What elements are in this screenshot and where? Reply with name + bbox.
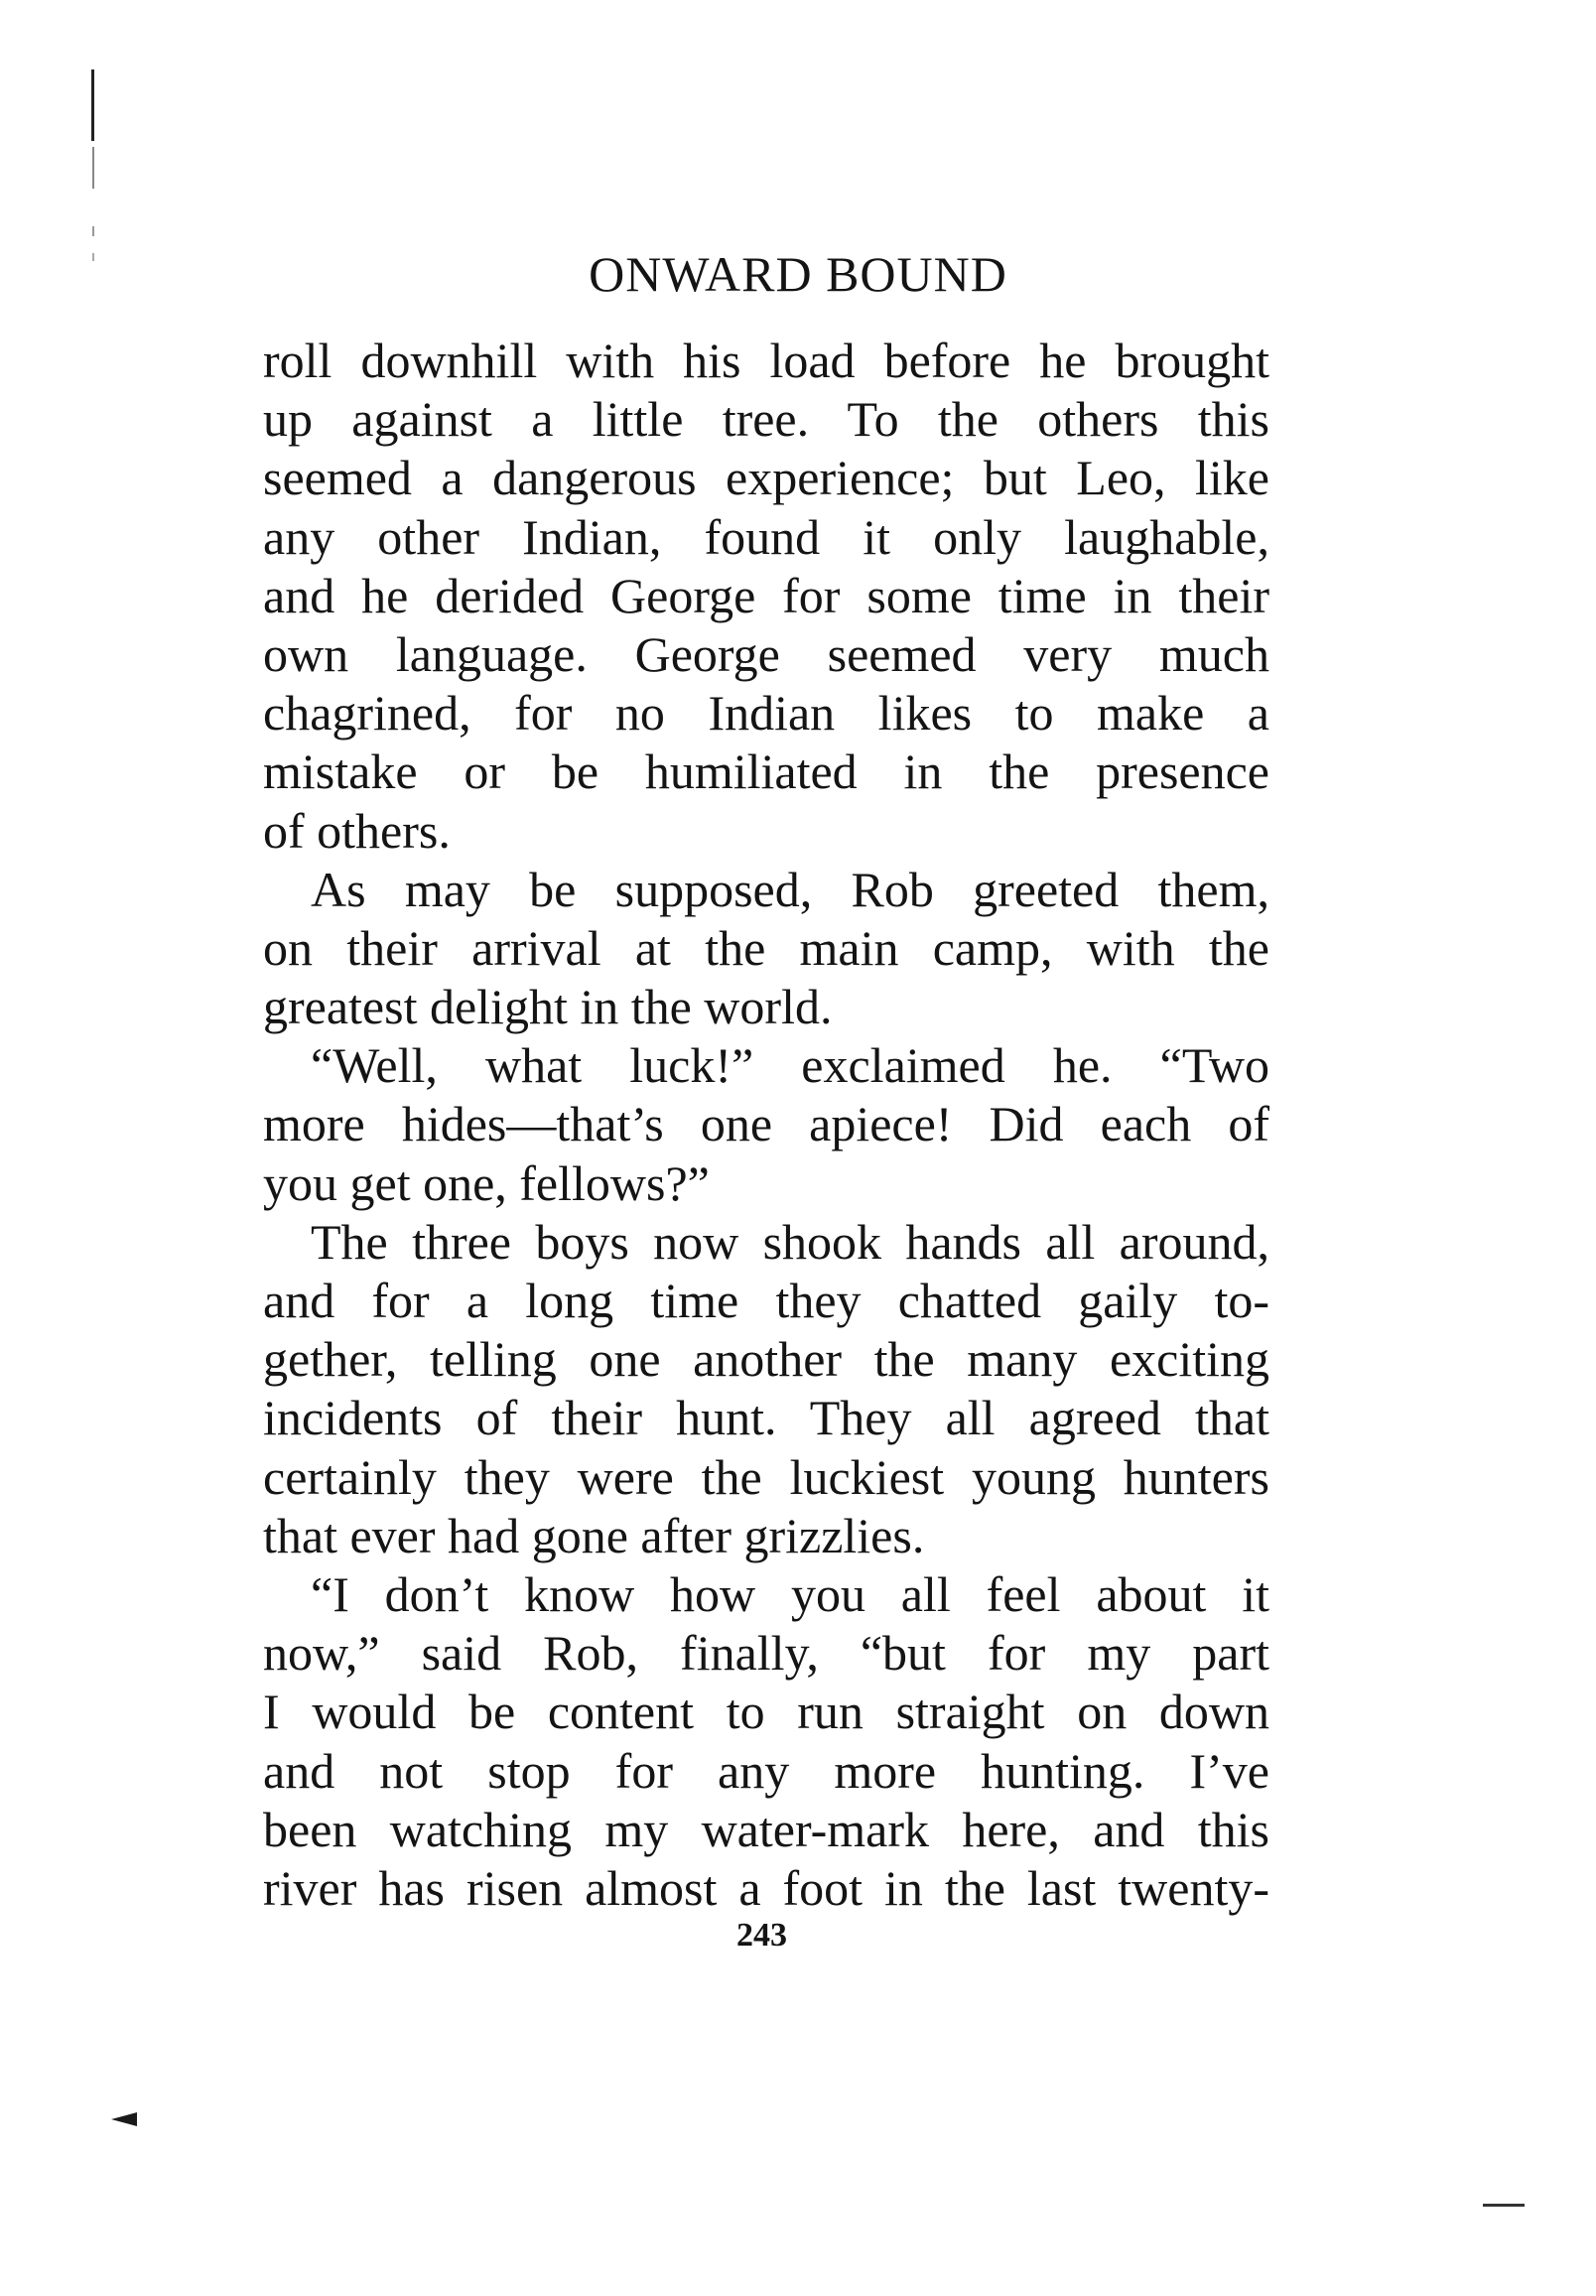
text-line: certainly they were the luckiest young hunters	[263, 1448, 1269, 1505]
paragraph	[263, 332, 1269, 861]
text-line: that ever had gone after grizzlies.	[263, 1507, 925, 1563]
text-line: The three boys now shook hands all around,	[311, 1213, 1269, 1270]
text-line: of others.	[263, 802, 451, 859]
running-head: ONWARD BOUND	[589, 246, 1007, 302]
text-line: and for a long time they chatted gaily to-	[263, 1273, 1269, 1328]
text-line: and not stop for any more hunting. I’ve	[263, 1742, 1269, 1799]
body-text	[263, 332, 1269, 1918]
text-line: been watching my water-mark here, and this	[263, 1801, 1269, 1857]
text-line: now,” said Rob, finally, “but for my part	[263, 1625, 1269, 1682]
text-line: greatest delight in the world.	[263, 979, 833, 1035]
paragraph	[263, 861, 1269, 1037]
text-line: chagrined, for no Indian likes to make a	[263, 685, 1269, 742]
text-line: seemed a dangerous experience; but Leo, like	[263, 450, 1269, 506]
text-line: you get one, fellows?”	[263, 1154, 710, 1211]
text-line: on their arrival at the main camp, with the	[263, 919, 1269, 976]
page-pointer-icon	[111, 2112, 137, 2126]
text-line: up against a little tree. To the others this	[263, 391, 1269, 448]
text-line: gether, telling one another the many exciting	[263, 1331, 1269, 1388]
text-line: mistake or be humiliated in the presence	[263, 743, 1269, 800]
text-line: I would be content to run straight on down	[263, 1684, 1269, 1740]
text-line: roll downhill with his load before he brought	[263, 333, 1269, 388]
margin-rule-top	[91, 69, 94, 141]
text-line: more hides—that’s one apiece! Did each of	[263, 1096, 1269, 1152]
margin-dot	[92, 226, 94, 236]
text-line: river has risen almost a foot in the last twenty-	[263, 1859, 1269, 1916]
text-line: “I don’t know how you all feel about it	[311, 1565, 1269, 1622]
paragraph	[263, 1213, 1269, 1565]
text-line: As may be supposed, Rob greeted them,	[311, 861, 1269, 917]
text-line: incidents of their hunt. They all agreed that	[263, 1390, 1269, 1446]
text-line: and he derided George for some time in their	[263, 567, 1269, 623]
text-line: any other Indian, found it only laughable,	[263, 508, 1269, 565]
bottom-right-rule	[1483, 2204, 1525, 2207]
text-line: own language. George seemed very much	[263, 625, 1269, 682]
paragraph	[263, 1565, 1269, 1918]
text-line: “Well, what luck!” exclaimed he. “Two	[311, 1037, 1269, 1094]
paragraph	[263, 1036, 1269, 1213]
page-number: 243	[736, 1917, 787, 1954]
margin-rule-mid	[92, 147, 94, 189]
